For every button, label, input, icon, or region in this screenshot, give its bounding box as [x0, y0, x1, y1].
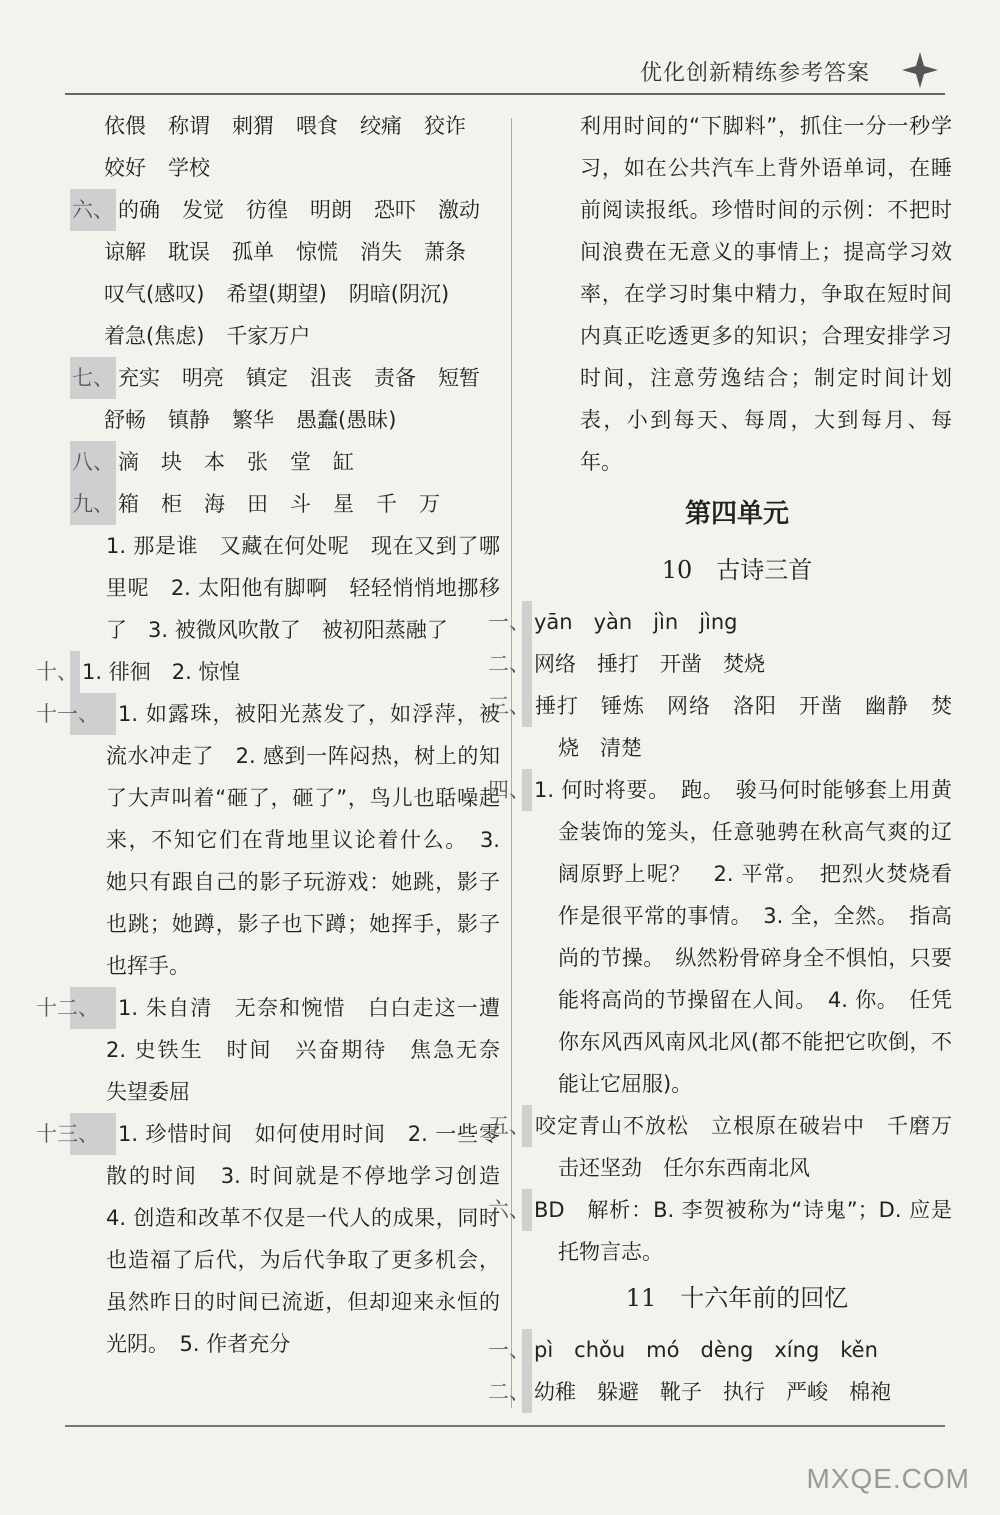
answer-word: 耽误 — [168, 240, 210, 264]
unit-title: 第四单元 — [684, 499, 789, 529]
answer-word: 柜 — [161, 492, 182, 516]
answer-paragraph — [488, 601, 952, 643]
answer-word: 愚蠢(愚昧) — [296, 408, 397, 432]
watermark: MXQE.COM — [806, 1463, 970, 1494]
answer-word: 依偎 — [104, 114, 146, 138]
question-number-badge: 一、 — [522, 601, 532, 643]
question-number-badge: 十三、 — [70, 1113, 116, 1155]
question-number-badge: 四、 — [522, 769, 532, 811]
answer-word: 狡诈 — [424, 114, 466, 138]
answer-paragraph — [36, 987, 521, 1113]
answer-paragraph — [36, 651, 500, 693]
answer-text: 1. 朱自清 无奈和惋惜 白白走这一遭 2. 史铁生 时间 兴奋期待 焦急无奈 失望委屈 — [106, 996, 521, 1104]
answer-word: 海 — [204, 492, 225, 516]
answer-word: 阴暗(阴沉) — [348, 282, 450, 306]
answer-text: 网络 捶打 开凿 焚烧 — [534, 652, 765, 676]
answer-text: 1. 何时将要。 跑。 骏马何时能够套上用黄金装饰的笼头，任意驰骋在秋高气爽的辽阔原野上呢？ 2. 平常。 把烈火焚烧看作是很平常的事情。 3. 全，全然。 指高尚的节操。 纵然粉骨碎身全不惧怕，只要能将高尚的节操留在人间。 4. 你。 任凭你东风西风南风北风(都不能把它吹倒，不能让它屈服)。 — [534, 778, 952, 1096]
answer-row — [70, 189, 500, 231]
answer-word: 喂食 — [296, 114, 338, 138]
answer-row — [70, 399, 500, 441]
answer-text: 1. 徘徊 2. 惊惶 — [82, 660, 241, 684]
answer-word: 称谓 — [168, 114, 210, 138]
answer-row — [70, 231, 500, 273]
answer-text: 1. 如露珠，被阳光蒸发了，如浮萍，被流水冲走了 2. 感到一阵闷热，树上的知了大声叫着“砸了，砸了”，鸟儿也聒噪起来，不知它们在背地里议论着什么。 3. 她只有跟自己的影子玩游戏：她跳，影子也跳；她蹲，影子也下蹲；她挥手，影子也挥手。 — [106, 702, 500, 978]
left-column — [36, 105, 521, 1365]
answer-row — [70, 315, 500, 357]
question-number-badge: 九、 — [70, 483, 116, 525]
answer-word: 斗 — [290, 492, 311, 516]
answer-word: 繁华 — [232, 408, 274, 432]
question-number-badge: 二、 — [522, 1371, 532, 1413]
answer-word: 千 — [376, 492, 397, 516]
answer-paragraph — [36, 693, 500, 987]
answer-text: 捶打 锤炼 网络 洛阳 开凿 幽静 焚烧 清楚 — [534, 694, 952, 760]
answer-word: 叹气(感叹) — [104, 282, 205, 306]
answer-row — [70, 357, 500, 399]
answer-paragraph — [36, 1113, 521, 1365]
answer-word: 谅解 — [104, 240, 146, 264]
answer-text: 1. 珍惜时间 如何使用时间 2. 一些零散的时间 3. 时间就是不停地学习创造 4. 创造和改革不仅是一代人的成果，同时也造福了后代，为后代争取了更多机会，虽然昨日的时间已流逝，但却迎来永恒的光阴。 5. 作者充分 — [106, 1122, 521, 1356]
answer-word: 田 — [247, 492, 268, 516]
answer-word: 充实 — [118, 366, 160, 390]
answer-text: pì chǒu mó dèng xíng kěn — [534, 1338, 878, 1362]
answer-word: 堂 — [290, 450, 311, 474]
footer-rule — [65, 1425, 945, 1427]
answer-word: 绞痛 — [360, 114, 402, 138]
answer-word: 发觉 — [182, 198, 224, 222]
right-column — [488, 105, 952, 1413]
answer-word: 本 — [204, 450, 225, 474]
answer-word: 姣好 — [104, 156, 146, 180]
answer-word: 消失 — [360, 240, 402, 264]
lesson-11-title: 11 十六年前的回忆 — [625, 1284, 849, 1312]
answer-word: 着急(焦虑) — [104, 324, 205, 348]
star-ornament-icon — [900, 50, 940, 90]
question-number-badge: 一、 — [522, 1329, 532, 1371]
answer-word: 彷徨 — [246, 198, 288, 222]
answer-row — [70, 441, 500, 483]
answer-word: 舒畅 — [104, 408, 146, 432]
answer-paragraph — [488, 1105, 952, 1189]
answer-text: 幼稚 躲避 靴子 执行 严峻 棉袍 — [534, 1380, 891, 1404]
question-number-badge: 十二、 — [70, 987, 116, 1029]
continuation-text: 利用时间的“下脚料”，抓住一分一秒学习，如在公共汽车上背外语单词，在睡前阅读报纸。珍惜时间的示例：不把时间浪费在无意义的事情上；提高学习效率，在学习时集中精力，争取在短时间内真正吃透更多的知识；合理安排学习时间，注意劳逸结合；制定时间计划表，小到每天、每周，大到每月、每年。 — [580, 114, 952, 474]
answer-word: 明亮 — [182, 366, 224, 390]
answer-word: 缸 — [333, 450, 354, 474]
answer-row — [70, 105, 500, 147]
answer-paragraph — [488, 685, 952, 769]
question-number-badge: 三、 — [522, 685, 532, 727]
answer-paragraph — [488, 1329, 952, 1371]
question-number-badge: 七、 — [70, 357, 116, 399]
answer-word: 惊慌 — [296, 240, 338, 264]
answer-paragraph — [488, 643, 952, 685]
answer-word: 万 — [419, 492, 440, 516]
answer-word: 镇定 — [246, 366, 288, 390]
header-title: 优化创新精练参考答案 — [640, 61, 871, 86]
header-rule — [65, 93, 945, 95]
answer-word: 刺猬 — [232, 114, 274, 138]
answer-word: 滴 — [118, 450, 139, 474]
question-number-badge: 八、 — [70, 441, 116, 483]
question-number-badge: 十、 — [70, 651, 80, 693]
answer-word: 块 — [161, 450, 182, 474]
answer-word: 千家万户 — [226, 324, 311, 348]
question-number-badge: 六、 — [522, 1189, 532, 1231]
question-number-badge: 六、 — [70, 189, 116, 231]
answer-word: 希望(期望) — [226, 282, 327, 306]
question-number-badge: 十一、 — [70, 693, 116, 735]
answer-text: 1. 那是谁 又藏在何处呢 现在又到了哪里呢 2. 太阳他有脚啊 轻轻悄悄地挪移了 3. 被微风吹散了 被初阳蒸融了 — [106, 534, 500, 642]
answer-paragraph — [488, 1189, 952, 1273]
answer-word: 镇静 — [168, 408, 210, 432]
answer-paragraph — [70, 525, 500, 651]
answer-word: 沮丧 — [310, 366, 352, 390]
answer-word: 责备 — [374, 366, 416, 390]
answer-word: 星 — [333, 492, 354, 516]
answer-word: 的确 — [118, 198, 160, 222]
answer-word: 张 — [247, 450, 268, 474]
answer-row — [70, 147, 500, 189]
answer-word: 箱 — [118, 492, 139, 516]
answer-word: 明朗 — [310, 198, 352, 222]
answer-word: 短暂 — [438, 366, 480, 390]
answer-paragraph — [488, 1371, 952, 1413]
answer-row — [70, 273, 500, 315]
question-number-badge: 二、 — [522, 643, 532, 685]
answer-row — [70, 483, 500, 525]
answer-word: 恐吓 — [374, 198, 416, 222]
answer-word: 激动 — [438, 198, 480, 222]
answer-word: 萧条 — [424, 240, 466, 264]
answer-text: yān yàn jìn jìng — [534, 610, 738, 634]
answer-paragraph — [488, 769, 952, 1105]
lesson-10-title: 10 古诗三首 — [661, 556, 813, 584]
answer-word: 孤单 — [232, 240, 274, 264]
answer-word: 学校 — [168, 156, 210, 180]
answer-text: BD 解析：B. 李贺被称为“诗鬼”；D. 应是托物言志。 — [534, 1198, 952, 1264]
question-number-badge: 五、 — [522, 1105, 532, 1147]
answer-text: 咬定青山不放松 立根原在破岩中 千磨万击还坚劲 任尔东西南北风 — [534, 1114, 952, 1180]
